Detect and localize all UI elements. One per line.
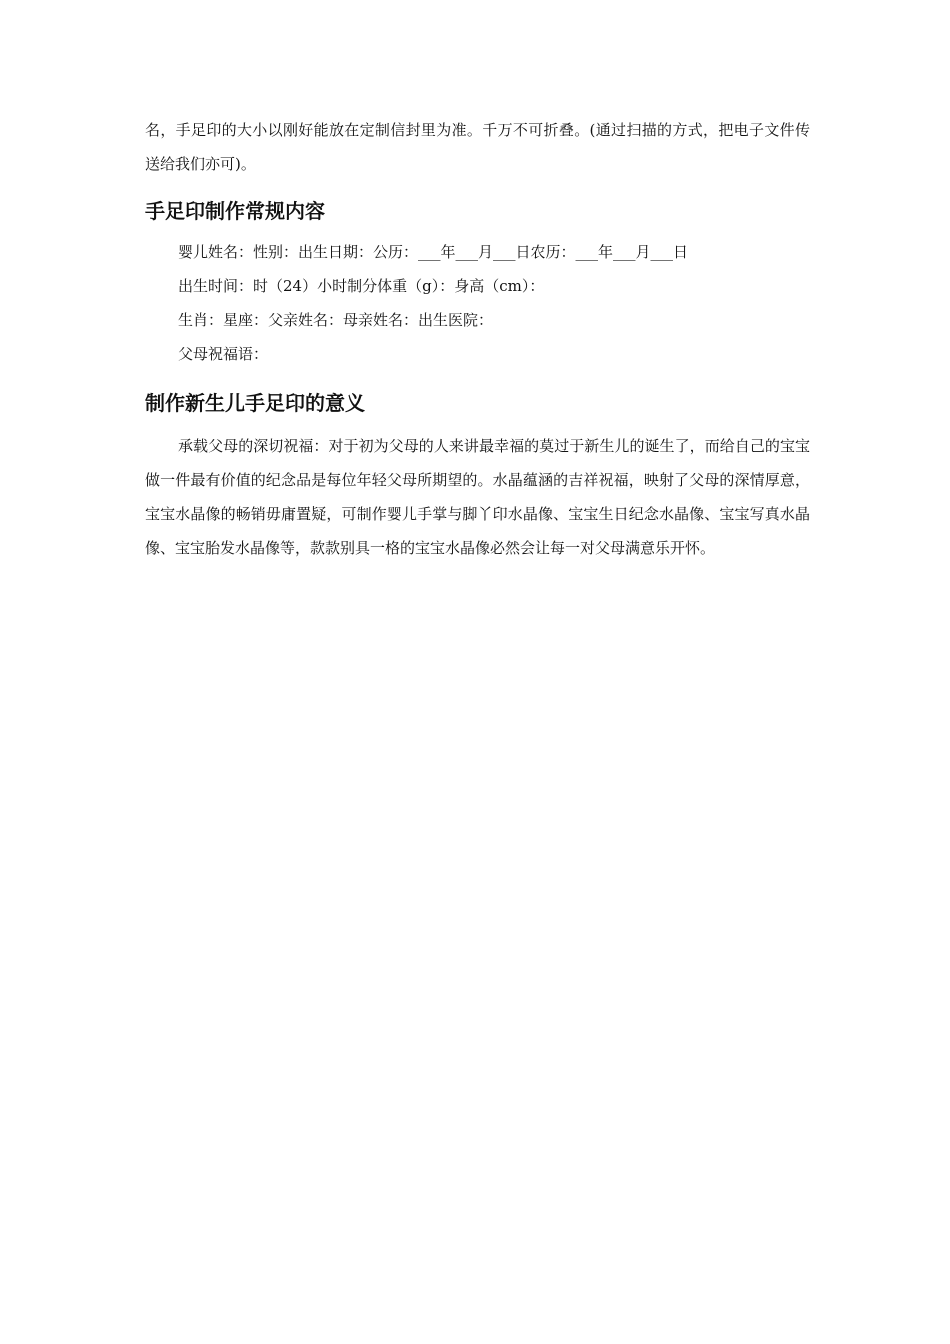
intro-paragraph: 名，手足印的大小以刚好能放在定制信封里为准。千万不可折叠。(通过扫描的方式，把电子文件传送给我们亦可)。 [145,121,810,173]
section-heading-meaning: 制作新生儿手足印的意义 [145,391,365,415]
section-heading-contents: 手足印制作常规内容 [145,199,325,223]
field-line-baby-info: 婴儿姓名：性别：出生日期：公历：___年___月___日农历：___年___月___日 [178,243,689,261]
document-page [145,113,810,565]
field-line-blessing: 父母祝福语： [178,345,269,363]
field-line-birth-time: 出生时间：时（24）小时制分体重（g）：身高（cm）： [178,277,545,295]
field-line-parents: 生肖：星座：父亲姓名：母亲姓名：出生医院： [178,311,494,329]
meaning-paragraph: 承载父母的深切祝福：对于初为父母的人来讲最幸福的莫过于新生儿的诞生了，而给自己的宝宝做一件最有价值的纪念品是每位年轻父母所期望的。水晶蕴涵的吉祥祝福，映射了父母的深情厚意，宝宝水晶像的畅销毋庸置疑，可制作婴儿手掌与脚丫印水晶像、宝宝生日纪念水晶像、宝宝写真水晶像、宝宝胎发水晶像等，款款别具一格的宝宝水晶像必然会让每一对父母满意乐开怀。 [145,437,810,557]
